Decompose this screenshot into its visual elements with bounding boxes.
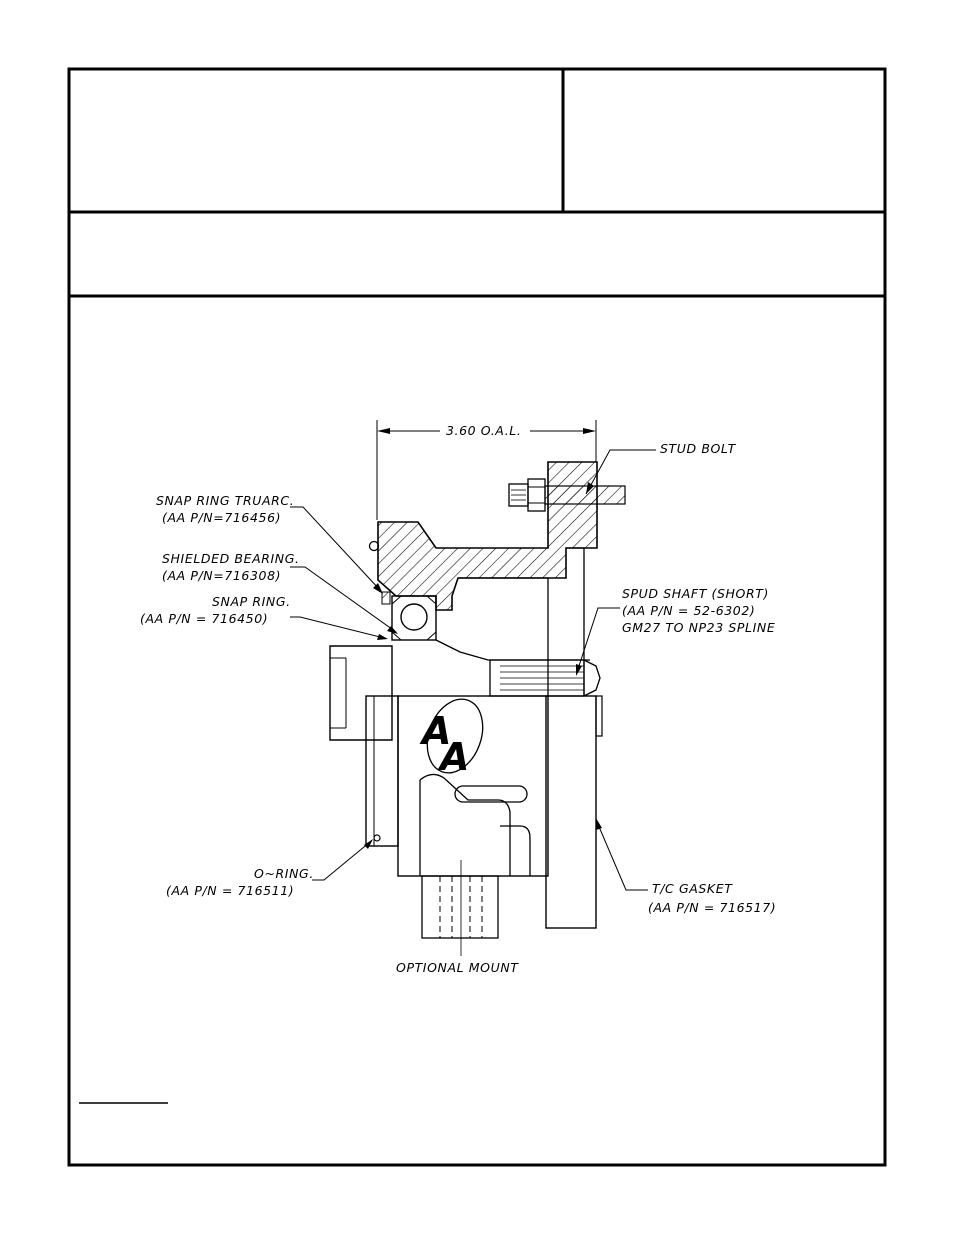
snap-ring-truarc-leader (290, 507, 380, 590)
adapter-housing (330, 462, 625, 956)
snap-ring-label: SNAP RING. (212, 594, 291, 609)
callout-labels (140, 441, 776, 975)
housing-boss (370, 542, 379, 551)
tc-gasket-label: T/C GASKET (652, 881, 733, 896)
shielded-bearing-label: SHIELDED BEARING. (162, 551, 300, 566)
dimension-label: 3.60 O.A.L. (446, 423, 522, 438)
o-ring-part (374, 835, 380, 841)
o-ring-part-number: (AA P/N = 716511) (166, 883, 295, 898)
snap-ring-part-number: (AA P/N = 716450) (140, 611, 269, 626)
spud-shaft-part (490, 660, 600, 696)
housing-lower-body (366, 696, 602, 956)
tc-gasket-arrow-icon (596, 818, 602, 830)
optional-mount-label: OPTIONAL MOUNT (396, 960, 519, 975)
snap-ring-truarc-part (382, 592, 390, 604)
snap-ring-leader (290, 617, 384, 638)
o-ring-leader (312, 842, 370, 880)
spud-shaft-arrow-icon (576, 664, 582, 676)
tc-gasket-leader (597, 822, 648, 890)
logo-letter-upper: A (422, 709, 452, 753)
input-shaft-stub (330, 646, 392, 740)
spud-shaft-label: SPUD SHAFT (SHORT) (622, 586, 769, 601)
snap-ring-truarc-label: SNAP RING TRUARC. (156, 493, 295, 508)
snap-ring-truarc-part-number: (AA P/N=716456) (162, 510, 282, 525)
o-ring-label: O~RING. (254, 866, 314, 881)
tc-gasket-part-number: (AA P/N = 716517) (648, 900, 777, 915)
optional-mount-boss (422, 876, 498, 938)
spud-shaft-spline: GM27 TO NP23 SPLINE (622, 620, 776, 635)
logo-letter-lower: A (440, 735, 470, 779)
shielded-bearing-part (392, 596, 436, 640)
shielded-bearing-part-number: (AA P/N=716308) (162, 568, 282, 583)
snap-ring-arrow-icon (377, 634, 388, 640)
aa-logo (418, 691, 493, 780)
dimension-arrow-right-icon (583, 428, 596, 434)
stud-bolt-label: STUD BOLT (660, 441, 736, 456)
housing-upper-section (378, 462, 597, 610)
leader-lines (290, 450, 656, 890)
spud-shaft-part-number: (AA P/N = 52-6302) (622, 603, 756, 618)
dimension-arrow-left-icon (377, 428, 390, 434)
